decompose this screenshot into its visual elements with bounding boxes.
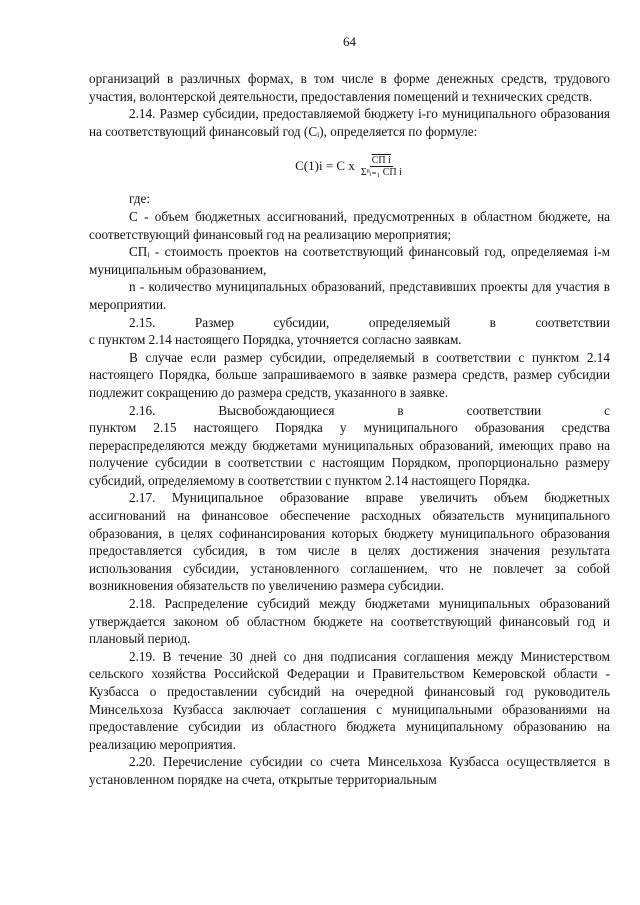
word: 2.15. [129,314,156,330]
word: в [397,402,404,418]
word: соответствии [466,402,542,418]
word: с [604,402,610,418]
definition-sp: СПᵢ - стоимость проектов на соответствующий финансовый год, определяемая i-м муниципальным образованием, [89,244,610,277]
paragraph-2-14: 2.14. Размер субсидии, предоставляемой бюджету i-го муниципального образования на соответствующий финансовый год (Сᵢ), определяется по формуле: [89,106,610,139]
formula-lhs: C(1)i = C x [295,158,355,174]
document-page [89,34,610,789]
word: Размер [194,314,234,330]
word: соответствии [535,314,610,330]
paragraph-2-17: 2.17. Муниципальное образование вправе увеличить объем бюджетных ассигнований на финансовое обеспечение расходных обязательств муниципального образования, в целях софинансирования которых бюджету муниципального образования предоставляется субсидия, в том числе в целях достижения значения результата использования субсидии, установленного соглашением, что не повлечет за собой возникновения обязательств по увеличению размера субсидии. [89,490,610,594]
page-number: 64 [343,34,356,49]
word: Высвобождающиеся [218,402,335,418]
paragraph-2-20: 2.20. Перечисление субсидии со счета Минсельхоза Кузбасса осуществляется в установленном порядке на счета, открытые территориальным [89,754,610,787]
paragraph-2-16-first-line [89,402,610,420]
paragraph-case: В случае если размер субсидии, определяемый в соответствии с пунктом 2.14 настоящего Порядка, больше запрашиваемого в заявке размера средств, размер субсидии подлежит сокращению до размера средств, указанного в заявке. [89,349,610,400]
word: в [489,314,496,330]
word: определяемый [368,314,451,330]
definition-c: С - объем бюджетных ассигнований, предусмотренных в областном бюджете, на соответствующий финансовый год на реализацию мероприятия; [89,208,610,242]
paragraph-where: где: [129,191,150,207]
paragraph-2-15-rest: с пунктом 2.14 настоящего Порядка, уточняется согласно заявкам. [89,332,462,348]
paragraph-2-16-rest: пунктом 2.15 настоящего Порядка у муниципального образования средства перераспределяются между бюджетами муниципальных образований, имеющих право на получение субсидии в соответствии с настоящим Порядком, пропорционально размеру субсидий, определяемому в соответствии с пунктом 2.14 настоящего Порядка. [89,420,610,488]
formula-denominator: Σⁿᵢ₌₁ СП i [360,166,402,178]
word: 2.16. [129,402,156,418]
word: субсидии, [273,314,330,330]
paragraph-2-19: 2.19. В течение 30 дней со дня подписания соглашения между Министерством сельского хозяйства Российской Федерации и Правительством Кемеровской области - Кузбасса о предоставлении субсидий на очередной финансовый год руководитель Минсельхоза Кузбасса заключает соглашения с муниципальными образованиями на предоставление субсидии из областного бюджета муниципальному образованию на реализацию мероприятия. [89,648,610,752]
paragraph-intro: организаций в различных формах, в том числе в форме денежных средств, трудового участия, волонтерской деятельности, предоставления помещений и технических средств. [89,71,610,104]
definition-n: n - количество муниципальных образований, представивших проекты для участия в мероприятии. [89,279,610,312]
subsidy-formula [89,144,610,188]
formula-fraction [359,155,404,178]
formula-numerator: СП i [371,154,391,166]
paragraph-2-18: 2.18. Распределение субсидий между бюджетами муниципальных образований утверждается законом об областном бюджете на соответствующий финансовый год и плановый период. [89,596,610,647]
paragraph-2-15-first-line [89,314,610,332]
